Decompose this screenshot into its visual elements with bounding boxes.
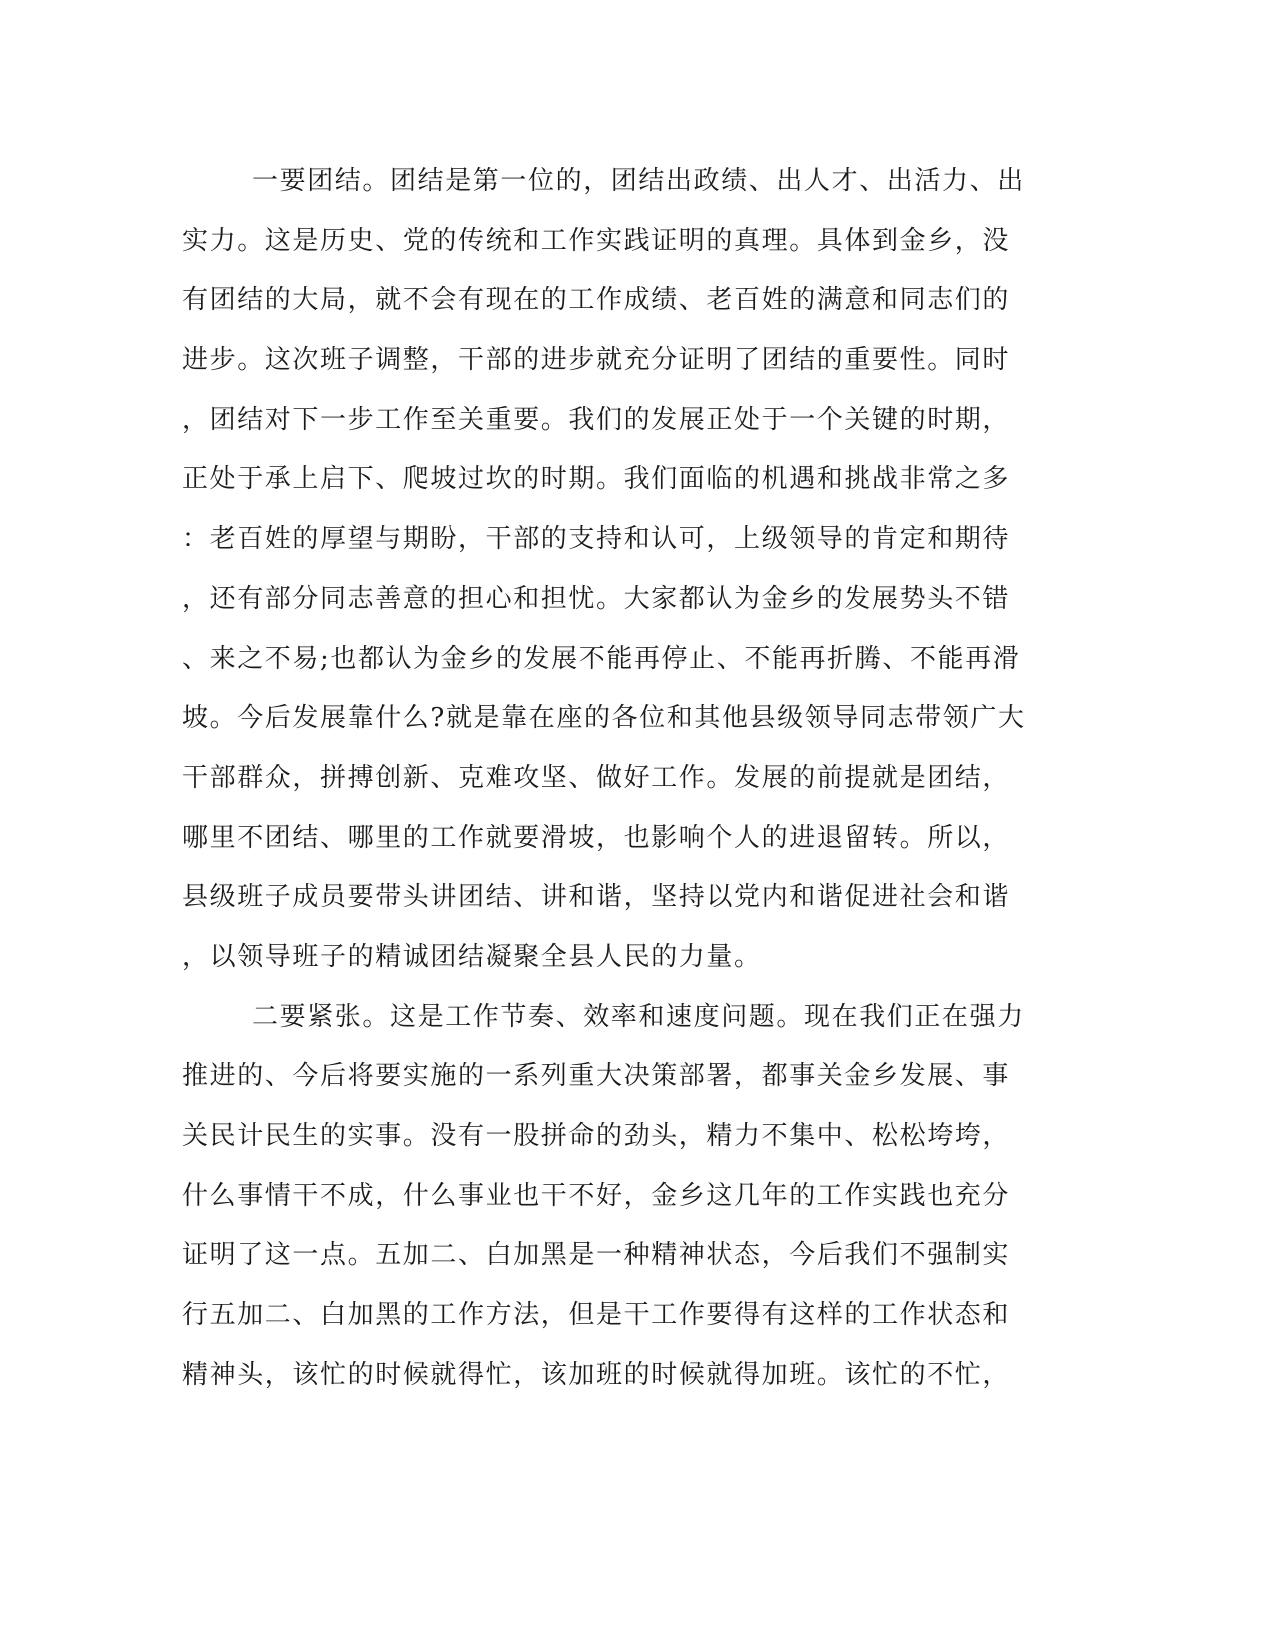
document-body [182, 152, 1030, 1405]
paragraph-line: 二要紧张。这是工作节奏、效率和速度问题。现在我们正在强力 [252, 1001, 1025, 1032]
paragraph-line: 实力。这是历史、党的传统和工作实践证明的真理。具体到金乡，没 [182, 225, 1011, 256]
paragraph-tension [182, 988, 1030, 1406]
paragraph-line: 精神头，该忙的时候就得忙，该加班的时候就得加班。该忙的不忙， [182, 1359, 1011, 1390]
paragraph-line: 正处于承上启下、爬坡过坎的时期。我们面临的机遇和挑战非常之多 [182, 464, 1011, 495]
paragraph-line: ：老百姓的厚望与期盼，干部的支持和认可，上级领导的肯定和期待 [182, 524, 1011, 555]
paragraph-line: ，还有部分同志善意的担心和担忧。大家都认为金乡的发展势头不错 [182, 583, 1011, 614]
paragraph-line: 进步。这次班子调整，干部的进步就充分证明了团结的重要性。同时 [182, 345, 1011, 376]
paragraph-line: ，以领导班子的精诚团结凝聚全县人民的力量。 [182, 941, 762, 972]
paragraph-line: 行五加二、白加黑的工作方法，但是干工作要得有这样的工作状态和 [182, 1300, 1011, 1331]
paragraph-line: 证明了这一点。五加二、白加黑是一种精神状态，今后我们不强制实 [182, 1240, 1011, 1271]
paragraph-unity [182, 152, 1030, 988]
paragraph-line: 有团结的大局，就不会有现在的工作成绩、老百姓的满意和同志们的 [182, 285, 1011, 316]
paragraph-line: ，团结对下一步工作至关重要。我们的发展正处于一个关键的时期， [182, 404, 1011, 435]
paragraph-line: 县级班子成员要带头讲团结、讲和谐，坚持以党内和谐促进社会和谐 [182, 882, 1011, 913]
paragraph-line: 干部群众，拼搏创新、克难攻坚、做好工作。发展的前提就是团结， [182, 762, 1011, 793]
paragraph-line: 一要团结。团结是第一位的，团结出政绩、出人才、出活力、出 [252, 166, 1025, 196]
paragraph-line: 什么事情干不成，什么事业也干不好，金乡这几年的工作实践也充分 [182, 1180, 1011, 1211]
paragraph-line: 哪里不团结、哪里的工作就要滑坡，也影响个人的进退留转。所以， [182, 822, 1011, 853]
paragraph-line: 关民计民生的实事。没有一股拼命的劲头，精力不集中、松松垮垮， [182, 1121, 1011, 1151]
paragraph-line: 、来之不易;也都认为金乡的发展不能再停止、不能再折腾、不能再滑 [182, 643, 1021, 674]
paragraph-line: 坡。今后发展靠什么?就是靠在座的各位和其他县级领导同志带领广大 [182, 703, 1026, 734]
paragraph-line: 推进的、今后将要实施的一系列重大决策部署，都事关金乡发展、事 [182, 1061, 1011, 1092]
